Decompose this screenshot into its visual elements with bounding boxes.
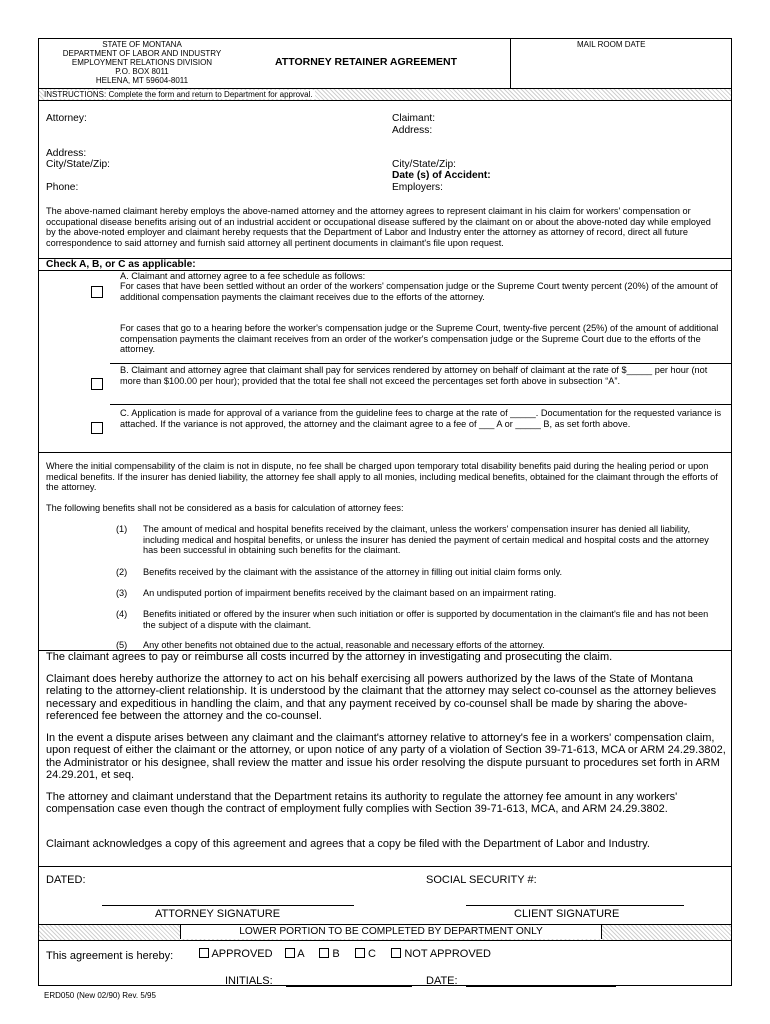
excluded-item: Benefits received by the claimant with the assistance of the attorney in filling out initial claim forms only. — [143, 567, 563, 577]
divider — [110, 404, 732, 405]
excluded-num: (5) — [116, 640, 128, 650]
divider — [510, 38, 511, 88]
attorney-signature-label: ATTORNEY SIGNATURE — [155, 908, 281, 920]
b-label: B — [332, 948, 340, 960]
a-label: A — [297, 948, 305, 960]
a-checkbox[interactable] — [285, 948, 295, 958]
option-a-settled-text: For cases that have been settled without an order of the workers' compensation judge or the Supreme Court twenty percent (20%) of the amount of additional compensation payments the claimant receives due to the efforts of the attorney. — [120, 281, 718, 302]
agency-block — [42, 40, 242, 85]
agreement-label: This agreement is hereby: — [46, 950, 174, 962]
ssn-label: SOCIAL SECURITY #: — [426, 874, 537, 886]
phone-label: Phone: — [46, 182, 79, 193]
not-approved-checkbox[interactable] — [391, 948, 401, 958]
department-banner: LOWER PORTION TO BE COMPLETED BY DEPARTMENT ONLY — [180, 925, 602, 939]
divider — [38, 100, 732, 101]
attorney-label: Attorney: — [46, 113, 87, 124]
client-signature-line[interactable] — [466, 905, 684, 906]
date-of-accident-label: Date (s) of Accident: — [392, 170, 491, 181]
excluded-num: (4) — [116, 609, 128, 619]
option-a-heading: A. Claimant and attorney agree to a fee schedule as follows: — [120, 271, 366, 281]
excluded-item: The amount of medical and hospital benefits received by the claimant, unless the workers' compensation insurer has denied all liability, including medical and hospital benefits, or unless the insurer has denied the payment of certain medical and hospital costs and the attorney has been successful in obtaining such benefits for the claimant. — [143, 524, 709, 556]
divider — [110, 363, 732, 364]
claimant-label: Claimant: — [392, 113, 436, 124]
b-checkbox[interactable] — [319, 948, 329, 958]
approved-checkbox[interactable] — [199, 948, 209, 958]
regulate-paragraph: The attorney and claimant understand that the Department retains its authority to regulate the attorney fee amount in any workers' compensation case even though the contract of employment fully complies with Section 39-71-613, MCA, and ARM 24.29.3802. — [46, 791, 678, 816]
excluded-intro: The following benefits shall not be considered as a basis for calculation of attorney fees: — [46, 503, 404, 513]
approval-options — [199, 948, 491, 960]
excluded-num: (3) — [116, 588, 128, 598]
agency-line: P.O. BOX 8011 — [115, 67, 169, 76]
option-b-text: B. Claimant and attorney agree that claimant shall pay for services rendered by attorney on behalf of claimant at the rate of $_____ per hour (not more than $100.00 per hour); provided that the total fee shall not exceed the percentages set forth above in subsection “A”. — [120, 365, 708, 386]
claimant-address-label: Address: — [392, 125, 433, 136]
agency-line: DEPARTMENT OF LABOR AND INDUSTRY — [62, 49, 222, 58]
approved-label: APPROVED — [211, 948, 273, 960]
employers-label: Employers: — [392, 182, 443, 193]
excluded-num: (2) — [116, 567, 128, 577]
dispute-paragraph: In the event a dispute arises between any claimant and the claimant's attorney relative to attorney's fee in a workers' compensation claim, upon request of either the claimant or the attorney, or upon notice of any party of a violation of Section 39-71-613, MCA or ARM 24.29.3802, the Administrator or his designee, shall review the matter and issue his order resolving the dispute pursuant to procedures set forth in ARM 24.29.201, et seq. — [46, 732, 726, 782]
intro-paragraph: The above-named claimant hereby employs the above-named attorney and the attorney agrees to represent claimant in his claim for workers' compensation or occupational disease benefits arising out of an industrial accident or occupational disease suffered by the claimant on or about the above-noted day while employed by the above-noted employer and claimant hereby requests that the Department of Labor and Industry enter the attorney as attorney of record, direct all future correspondence to said attorney and furnish said attorney all pertinent documents in claimant's file upon request. — [46, 206, 711, 248]
option-a-checkbox[interactable] — [91, 286, 103, 298]
option-c-checkbox[interactable] — [91, 422, 103, 434]
mail-room-label: MAIL ROOM DATE — [577, 40, 646, 49]
divider — [38, 452, 732, 453]
option-c-text: C. Application is made for approval of a variance from the guideline fees to charge at the rate of _____. Documentation for the requested variance is attached. If the variance is not approved, the attorney and the claimant agree to a fee of ___ A or _____ B, as set forth above. — [120, 408, 722, 429]
dated-label: DATED: — [46, 874, 86, 886]
compensability-paragraph: Where the initial compensability of the claim is not in dispute, no fee shall be charged upon temporary total disability benefits paid during the healing period or upon medical benefits. If the insurer has denied liability, the attorney fee shall apply to all monies, including medical benefits, obtained for the claimant through the efforts of the attorney. — [46, 461, 718, 493]
attorney-signature-line[interactable] — [102, 905, 354, 906]
excluded-item: Benefits initiated or offered by the insurer when such initiation or offer is supported by documentation in the claimant's file and has not been the subject of a dispute with the claimant. — [143, 609, 709, 630]
date-field[interactable] — [466, 986, 616, 987]
c-label: C — [368, 948, 376, 960]
form-title: ATTORNEY RETAINER AGREEMENT — [275, 56, 458, 68]
client-signature-label: CLIENT SIGNATURE — [514, 908, 620, 920]
initials-field[interactable] — [286, 986, 412, 987]
costs-paragraph: The claimant agrees to pay or reimburse all costs incurred by the attorney in investigating and prosecuting the claim. — [46, 651, 613, 663]
excluded-item: An undisputed portion of impairment benefits received by the claimant based on an impairment rating. — [143, 588, 557, 598]
copy-paragraph: Claimant acknowledges a copy of this agreement and agrees that a copy be filed with the Department of Labor and Industry. — [46, 838, 650, 850]
initials-label: INITIALS: — [225, 975, 273, 987]
agency-line: STATE OF MONTANA — [102, 40, 182, 49]
option-b-checkbox[interactable] — [91, 378, 103, 390]
instructions-text: INSTRUCTIONS: Complete the form and return to Department for approval. — [44, 90, 313, 99]
date-label: DATE: — [426, 975, 458, 987]
agency-line: EMPLOYMENT RELATIONS DIVISION — [71, 58, 213, 67]
excluded-item: Any other benefits not obtained due to the actual, reasonable and necessary efforts of the attorney. — [143, 640, 545, 650]
c-checkbox[interactable] — [355, 948, 365, 958]
agency-line: HELENA, MT 59604-8011 — [95, 76, 189, 85]
excluded-num: (1) — [116, 524, 128, 534]
divider — [38, 866, 732, 867]
claimant-city-label: City/State/Zip: — [392, 159, 456, 170]
not-approved-label: NOT APPROVED — [404, 948, 491, 960]
divider — [38, 940, 732, 941]
address-label: Address: — [46, 148, 87, 159]
check-heading: Check A, B, or C as applicable: — [46, 259, 196, 270]
option-a-hearing-text: For cases that go to a hearing before the worker's compensation judge or the Supreme Court, twenty-five percent (25%) of the amount of additional compensation payments the claimant receives from an order of the worker's compensation judge or the Supreme Court due to the efforts of the attorney. — [120, 323, 719, 355]
form-number: ERD050 (New 02/90) Rev. 5/95 — [44, 991, 156, 1000]
city-state-zip-label: City/State/Zip: — [46, 159, 110, 170]
authorize-paragraph: Claimant does hereby authorize the attorney to act on his behalf exercising all powers authorized by the laws of the State of Montana relating to the attorney-client relationship. It is understood by the claimant that the attorney may select co-counsel as the attorney believes necessary and expeditious in handling the claim, and that any payment received by co-counsel shall be made by sharing the above-referenced fee between the attorney and the co-counsel. — [46, 673, 717, 723]
